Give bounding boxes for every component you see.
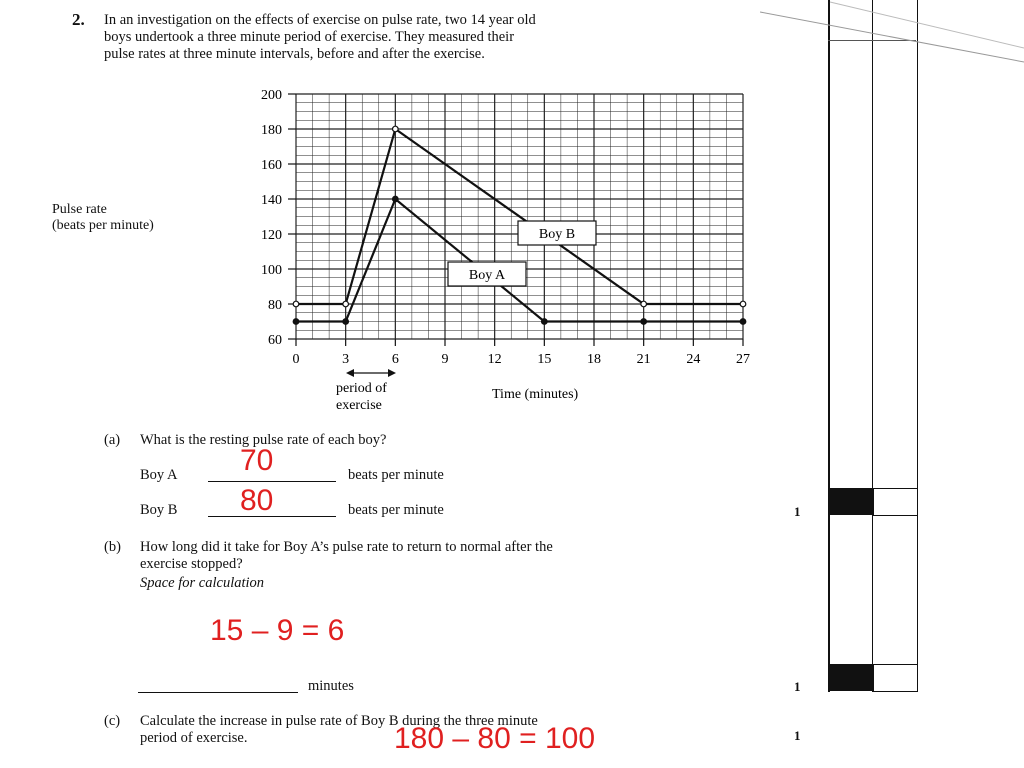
data-point-boy-b — [393, 126, 399, 132]
part-c-mark: 1 — [794, 728, 801, 743]
data-point-boy-a — [641, 319, 647, 325]
x-tick-label: 9 — [441, 352, 449, 367]
data-point-boy-b — [293, 301, 299, 307]
x-tick-label: 24 — [686, 352, 701, 367]
part-a-label: (a) — [104, 432, 121, 448]
y-tick-label: 180 — [261, 123, 282, 138]
marker-column-left — [828, 0, 875, 692]
part-c-question-line: period of exercise. — [140, 730, 248, 746]
part-c-question-line: Calculate the increase in pulse rate of Boy B during the three minute — [140, 713, 538, 729]
part-b-mark: 1 — [794, 679, 801, 694]
x-tick-label: 12 — [487, 352, 502, 367]
x-tick-labels — [293, 339, 751, 367]
y-axis-label-line: (beats per minute) — [52, 218, 154, 233]
boy-a-answer-label: Boy A — [140, 467, 178, 483]
page-edge-lines — [760, 0, 1024, 80]
x-tick-label: 27 — [736, 352, 750, 367]
exercise-label-line: exercise — [336, 398, 382, 413]
data-point-boy-a — [393, 196, 399, 202]
x-axis-label: Time (minutes) — [492, 387, 579, 402]
y-tick-label: 200 — [261, 88, 282, 103]
boy-a-answer-line[interactable] — [208, 481, 336, 482]
intro-line: In an investigation on the effects of exercise on pulse rate, two 14 year old — [104, 12, 536, 28]
part-b-question-line: exercise stopped? — [140, 556, 243, 572]
x-tick-label: 15 — [537, 352, 552, 367]
data-point-boy-a — [740, 319, 746, 325]
boy-b-units: beats per minute — [348, 502, 444, 518]
y-tick-label: 80 — [268, 298, 282, 313]
boy-b-answer-label: Boy B — [140, 502, 178, 518]
marker-column-right — [872, 0, 918, 692]
part-c-calculation: 180 – 80 = 100 — [394, 722, 596, 755]
x-tick-label: 0 — [292, 352, 300, 367]
data-point-boy-a — [343, 319, 349, 325]
y-axis-label-line: Pulse rate — [52, 202, 107, 217]
y-tick-label: 140 — [261, 193, 282, 208]
intro-line: boys undertook a three minute period of exercise. They measured their — [104, 29, 515, 45]
part-a-question: What is the resting pulse rate of each boy? — [140, 432, 387, 448]
part-a-mark: 1 — [794, 504, 801, 519]
exercise-label-line: period of — [336, 381, 387, 396]
y-tick-label: 100 — [261, 263, 282, 278]
part-b-question — [140, 539, 553, 573]
boy-a-units: beats per minute — [348, 467, 444, 483]
boy-a-series-label: Boy A — [468, 268, 506, 283]
boy-b-answer: 80 — [240, 484, 274, 517]
y-tick-label: 160 — [261, 158, 282, 173]
part-b-answer-line[interactable] — [138, 692, 298, 693]
question-number: 2. — [72, 10, 85, 29]
x-tick-label: 21 — [636, 352, 651, 367]
x-tick-label: 3 — [342, 352, 350, 367]
mark-box-b-filled — [829, 664, 873, 691]
mark-box-b-empty[interactable] — [873, 664, 918, 692]
data-point-boy-b — [641, 301, 647, 307]
intro-line: pulse rates at three minute intervals, before and after the exercise. — [104, 46, 485, 62]
y-tick-label: 120 — [261, 228, 282, 243]
mark-box-a-filled — [829, 488, 873, 515]
boy-a-answer: 70 — [240, 444, 274, 477]
part-b-question-line: How long did it take for Boy A’s pulse rate to return to normal after the — [140, 539, 553, 555]
boy-b-series-label: Boy B — [538, 227, 576, 242]
part-b-units: minutes — [308, 678, 354, 694]
x-tick-label: 18 — [587, 352, 601, 367]
space-for-calculation-label: Space for calculation — [140, 575, 265, 591]
part-c-label: (c) — [104, 713, 121, 729]
x-tick-label: 6 — [391, 352, 399, 367]
mark-box-a-empty[interactable] — [873, 488, 918, 516]
part-b-calculation: 15 – 9 = 6 — [210, 614, 345, 647]
data-point-boy-b — [740, 301, 746, 307]
part-b-label: (b) — [104, 539, 121, 555]
exercise-period-arrow — [346, 369, 396, 377]
y-tick-label: 60 — [268, 333, 282, 348]
data-point-boy-a — [293, 319, 299, 325]
data-point-boy-a — [542, 319, 548, 325]
data-point-boy-b — [343, 301, 349, 307]
y-tick-labels — [261, 88, 296, 348]
